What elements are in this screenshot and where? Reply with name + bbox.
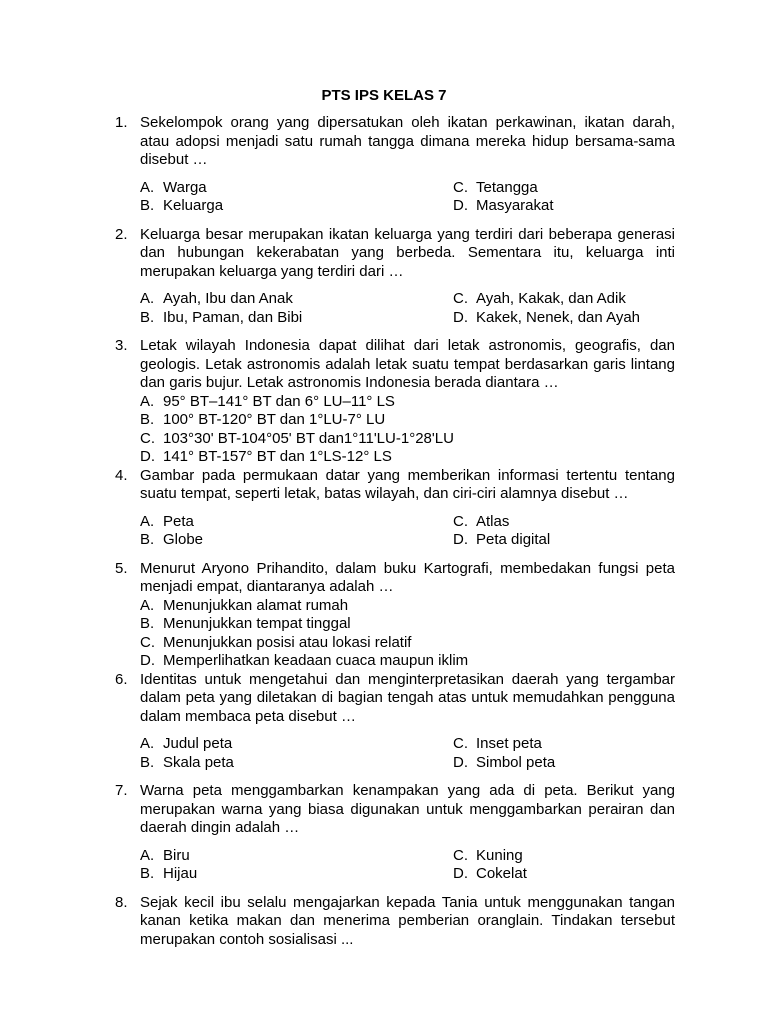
option-text: 103°30' BT-104°05' BT dan1°11'LU-1°28'LU bbox=[163, 429, 454, 447]
option-text: Simbol peta bbox=[476, 753, 556, 771]
option-text: Ibu, Paman, dan Bibi bbox=[163, 308, 303, 326]
question-number: 6. bbox=[115, 670, 128, 688]
answer-options bbox=[140, 290, 675, 327]
option-letter: D. bbox=[453, 753, 468, 771]
option-text: Cokelat bbox=[476, 865, 527, 882]
answer-options bbox=[140, 847, 675, 884]
question-text: Sekelompok orang yang dipersatukan oleh ikatan perkawinan, ikatan darah, atau adopsi menjadi satu rumah tangga dimana mereka hidup bersama-sama disebut … bbox=[140, 114, 675, 168]
option-text: Hijau bbox=[163, 865, 198, 882]
option-letter: D. bbox=[453, 865, 468, 882]
option-d[interactable] bbox=[453, 754, 675, 773]
option-text: Warga bbox=[163, 178, 207, 196]
option-letter: C. bbox=[453, 735, 468, 752]
question-text: Letak wilayah Indonesia dapat dilihat dari letak astronomis, geografis, dan geologis. Letak astronomis adalah letak suatu tempat berdasarkan garis lintang dan garis bujur. Letak astronomis Indonesia berada diantara … bbox=[140, 337, 675, 391]
option-text: Menunjukkan tempat tinggal bbox=[163, 615, 351, 632]
option-b[interactable] bbox=[140, 197, 453, 216]
option-letter: D. bbox=[140, 652, 155, 669]
answer-options bbox=[140, 179, 675, 216]
option-text: Keluarga bbox=[163, 197, 224, 214]
option-letter: D. bbox=[453, 197, 468, 214]
option-c[interactable] bbox=[453, 290, 675, 309]
option-text: Inset peta bbox=[476, 735, 542, 752]
question-8 bbox=[115, 894, 675, 950]
option-text: Kakek, Nenek, dan Ayah bbox=[476, 308, 641, 326]
option-letter: A. bbox=[140, 392, 155, 410]
question-number: 2. bbox=[115, 225, 128, 243]
question-number: 5. bbox=[115, 559, 128, 577]
option-letter: C. bbox=[140, 429, 155, 447]
option-d[interactable] bbox=[453, 865, 675, 884]
option-text: Skala peta bbox=[163, 753, 234, 771]
option-d[interactable] bbox=[453, 531, 675, 550]
option-text: Ayah, Kakak, dan Adik bbox=[476, 290, 626, 307]
option-d[interactable] bbox=[453, 197, 675, 216]
option-letter: B. bbox=[140, 753, 155, 771]
option-b[interactable] bbox=[140, 754, 453, 773]
option-d[interactable] bbox=[140, 448, 675, 467]
option-a[interactable] bbox=[140, 290, 453, 309]
option-text: Globe bbox=[163, 531, 204, 548]
option-letter: A. bbox=[140, 846, 155, 864]
option-a[interactable] bbox=[140, 847, 453, 866]
question-number: 8. bbox=[115, 893, 128, 911]
option-text: Biru bbox=[163, 846, 190, 864]
question-2 bbox=[115, 226, 675, 328]
question-number: 3. bbox=[115, 337, 128, 354]
option-c[interactable] bbox=[140, 634, 675, 653]
option-letter: C. bbox=[453, 846, 468, 864]
option-c[interactable] bbox=[453, 179, 675, 198]
option-letter: B. bbox=[140, 531, 155, 548]
option-c[interactable] bbox=[140, 430, 675, 449]
question-4 bbox=[115, 467, 675, 550]
option-letter: C. bbox=[140, 633, 155, 651]
answer-options bbox=[140, 393, 675, 467]
question-1 bbox=[115, 114, 675, 216]
option-letter: D. bbox=[140, 448, 155, 465]
option-text: 141° BT-157° BT dan 1°LS-12° LS bbox=[163, 448, 392, 465]
answer-options bbox=[140, 513, 675, 550]
option-letter: A. bbox=[140, 512, 155, 530]
question-6 bbox=[115, 671, 675, 773]
option-letter: A. bbox=[140, 178, 155, 196]
option-text: Ayah, Ibu dan Anak bbox=[163, 290, 293, 307]
option-a[interactable] bbox=[140, 179, 453, 198]
question-text: Menurut Aryono Prihandito, dalam buku Kartografi, membedakan fungsi peta menjadi empat, diantaranya adalah … bbox=[140, 559, 675, 595]
option-a[interactable] bbox=[140, 393, 675, 412]
option-text: 95° BT–141° BT dan 6° LU–11° LS bbox=[163, 392, 395, 410]
option-text: Judul peta bbox=[163, 735, 233, 752]
option-a[interactable] bbox=[140, 513, 453, 532]
option-letter: C. bbox=[453, 178, 468, 196]
option-letter: D. bbox=[453, 531, 468, 548]
option-letter: C. bbox=[453, 290, 468, 307]
option-text: Memperlihatkan keadaan cuaca maupun iklim bbox=[163, 652, 469, 669]
option-b[interactable] bbox=[140, 615, 675, 634]
option-letter: C. bbox=[453, 512, 468, 530]
option-text: Peta digital bbox=[476, 531, 551, 548]
question-number: 4. bbox=[115, 466, 128, 484]
option-letter: B. bbox=[140, 197, 155, 214]
question-text: Keluarga besar merupakan ikatan keluarga yang terdiri dari beberapa generasi dan hubungan kekerabatan yang berbeda. Sementara itu, keluarga inti merupakan keluarga yang terdiri dari … bbox=[140, 225, 675, 280]
question-text: Identitas untuk mengetahui dan menginterpretasikan daerah yang tergambar dalam peta yang diletakan di bagian tengah atas untuk memudahkan pengguna dalam membaca peta disebut … bbox=[140, 670, 675, 725]
option-text: Tetangga bbox=[476, 178, 538, 196]
option-c[interactable] bbox=[453, 735, 675, 754]
option-text: Masyarakat bbox=[476, 197, 554, 214]
question-3 bbox=[115, 337, 675, 467]
option-letter: B. bbox=[140, 411, 155, 428]
option-text: Menunjukkan alamat rumah bbox=[163, 596, 349, 614]
option-d[interactable] bbox=[140, 652, 675, 671]
answer-options bbox=[140, 735, 675, 772]
option-b[interactable] bbox=[140, 309, 453, 328]
option-b[interactable] bbox=[140, 531, 453, 550]
question-5 bbox=[115, 560, 675, 671]
option-c[interactable] bbox=[453, 847, 675, 866]
option-letter: D. bbox=[453, 308, 468, 326]
question-number: 7. bbox=[115, 782, 128, 799]
question-text: Gambar pada permukaan datar yang memberikan informasi tertentu tentang suatu tempat, seperti letak, batas wilayah, dan ciri-ciri alamnya disebut … bbox=[140, 466, 675, 502]
option-text: Menunjukkan posisi atau lokasi relatif bbox=[163, 633, 412, 651]
option-letter: A. bbox=[140, 596, 155, 614]
option-b[interactable] bbox=[140, 411, 675, 430]
question-7 bbox=[115, 782, 675, 884]
question-list bbox=[115, 114, 675, 949]
option-letter: B. bbox=[140, 308, 155, 326]
option-d[interactable] bbox=[453, 309, 675, 328]
option-letter: A. bbox=[140, 735, 155, 752]
option-text: Kuning bbox=[476, 846, 523, 864]
question-number: 1. bbox=[115, 114, 128, 131]
question-text: Warna peta menggambarkan kenampakan yang ada di peta. Berikut yang merupakan warna yang biasa digunakan untuk menggambarkan perairan dan daerah dingin adalah … bbox=[140, 782, 675, 836]
option-letter: A. bbox=[140, 290, 155, 307]
option-text: 100° BT-120° BT dan 1°LU-7° LU bbox=[163, 411, 386, 428]
option-text: Peta bbox=[163, 512, 194, 530]
option-a[interactable] bbox=[140, 735, 453, 754]
option-letter: B. bbox=[140, 615, 155, 632]
option-c[interactable] bbox=[453, 513, 675, 532]
answer-options bbox=[140, 597, 675, 671]
option-text: Atlas bbox=[476, 512, 510, 530]
question-text: Sejak kecil ibu selalu mengajarkan kepada Tania untuk menggunakan tangan kanan ketika makan dan menerima pemberian oranglain. Tindakan tersebut merupakan contoh sosialisasi ... bbox=[140, 893, 675, 948]
option-letter: B. bbox=[140, 865, 155, 882]
option-b[interactable] bbox=[140, 865, 453, 884]
option-a[interactable] bbox=[140, 597, 675, 616]
page-title: PTS IPS KELAS 7 bbox=[321, 87, 447, 104]
